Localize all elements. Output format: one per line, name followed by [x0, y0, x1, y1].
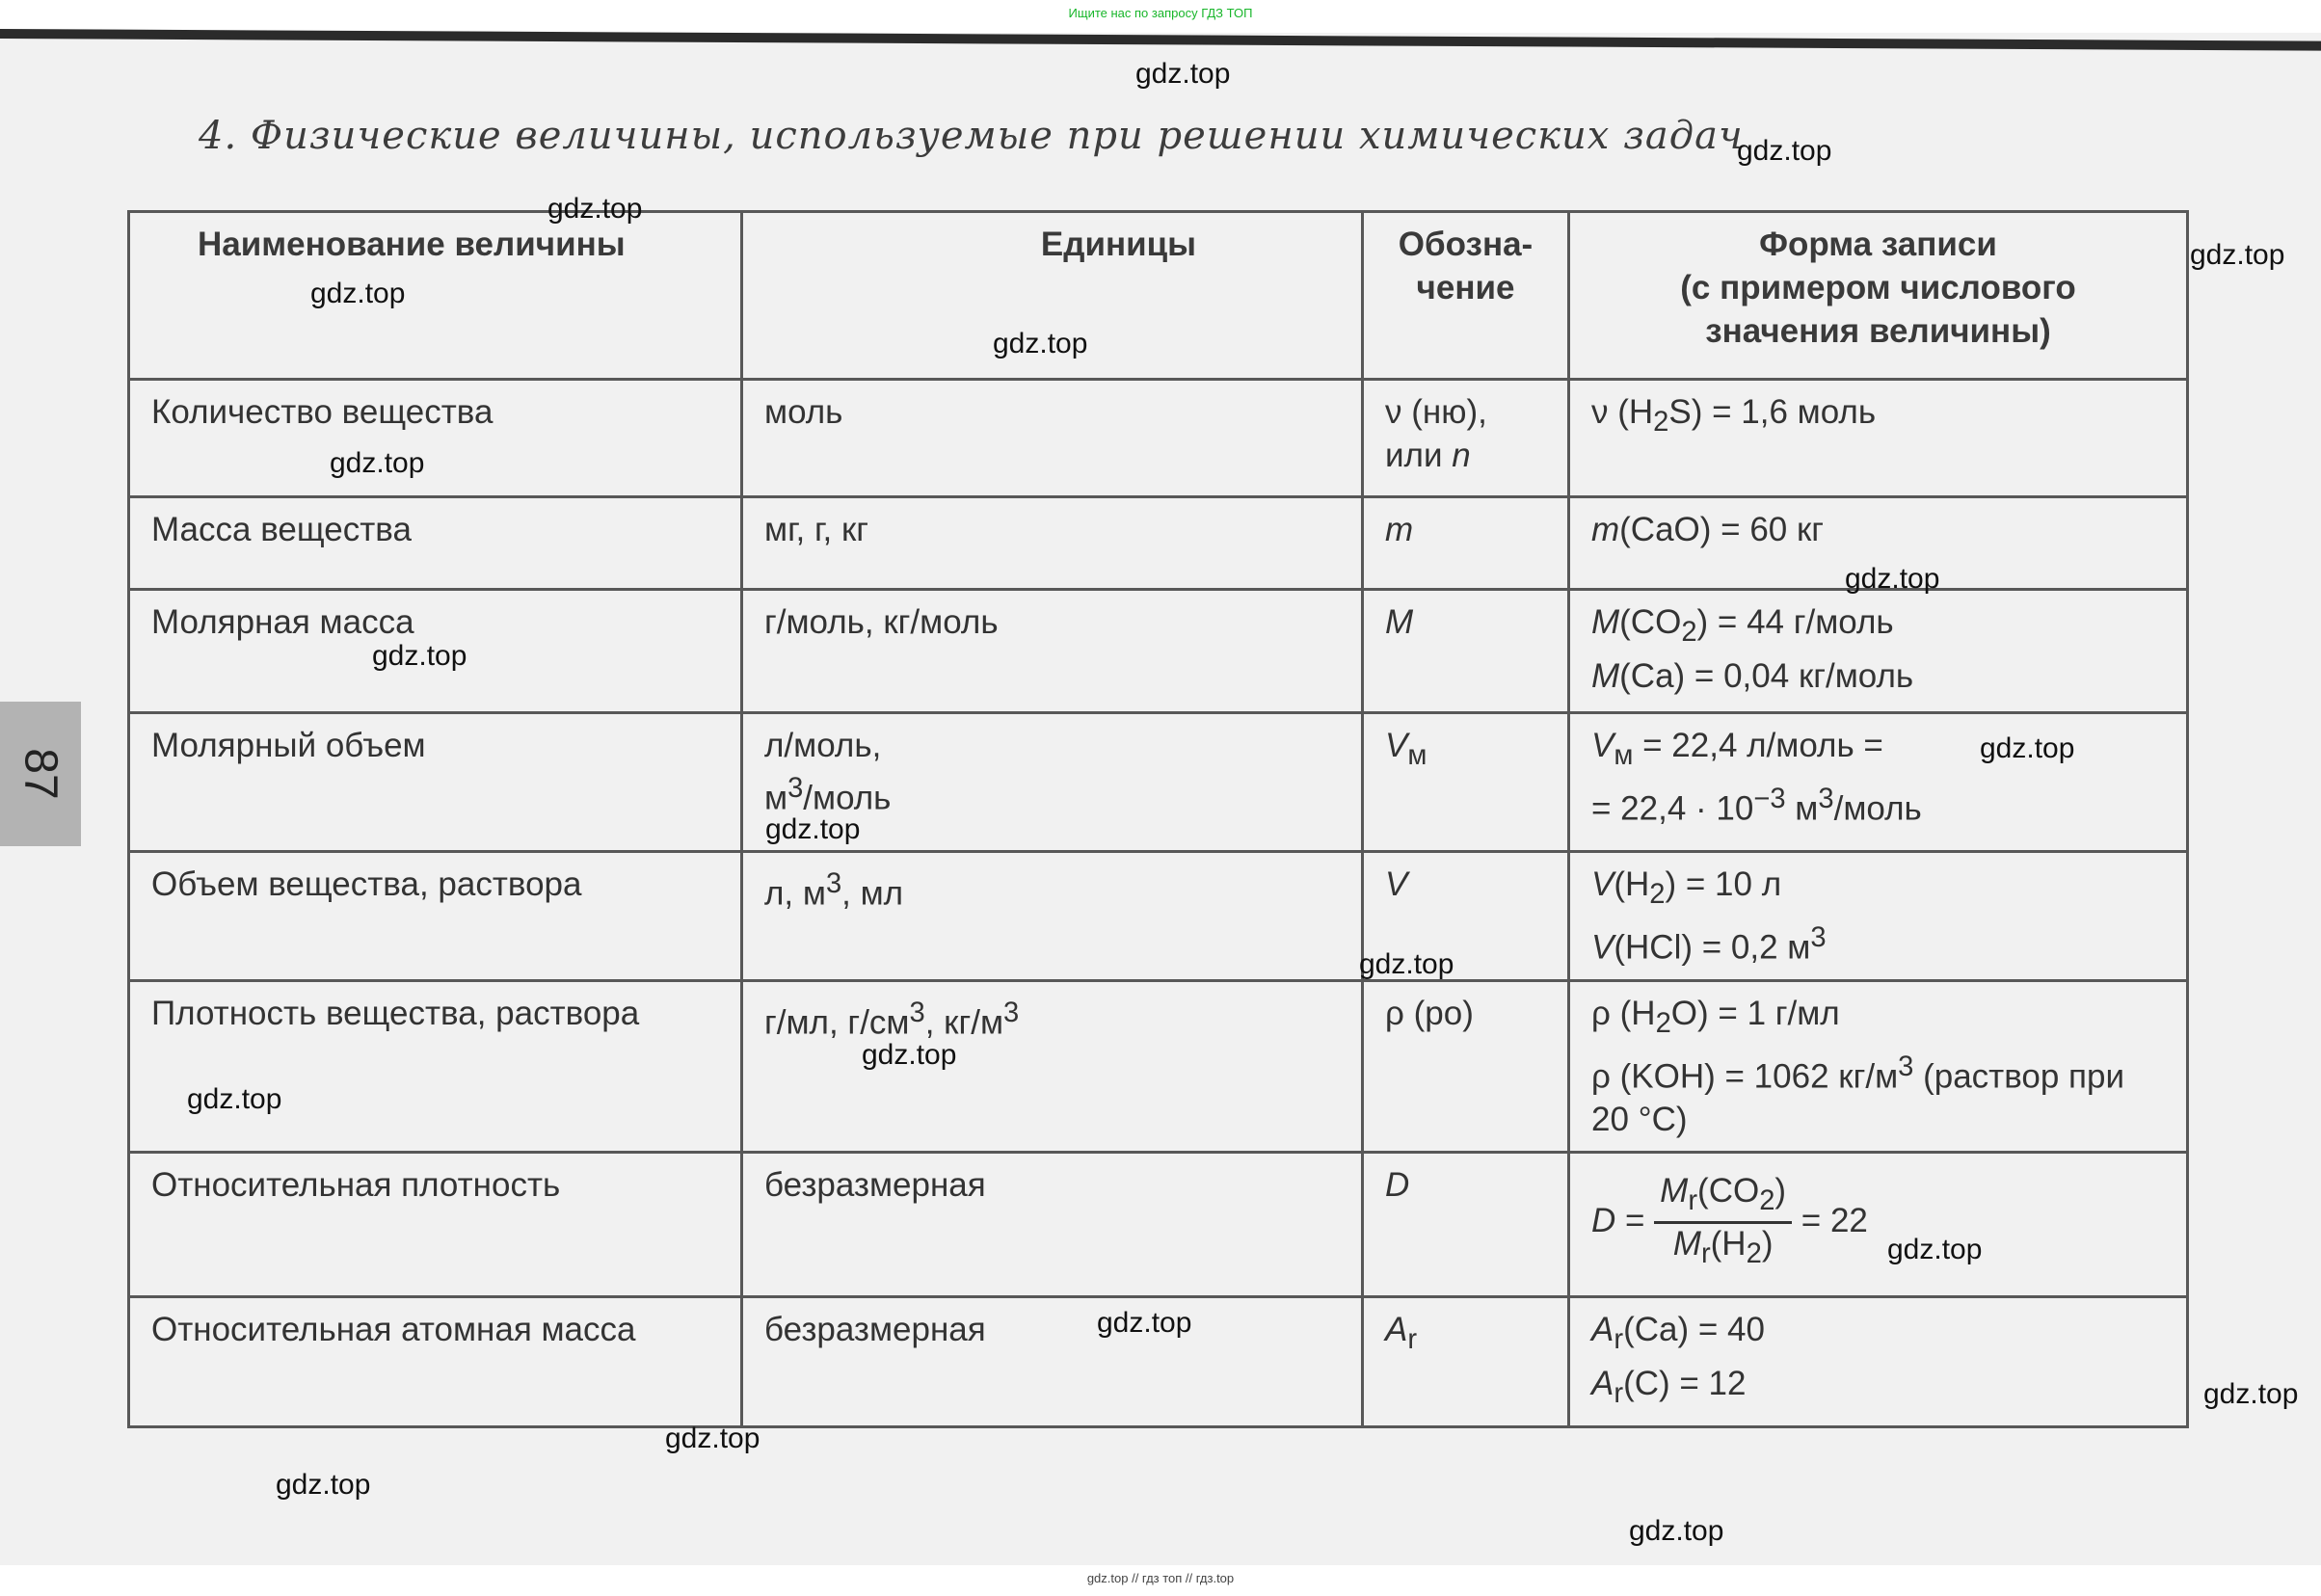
- cell-example: m(CaO) = 60 кг: [1569, 497, 2188, 590]
- cell-example: $V(H_2) = 10$ л V(HCl) = 0,2 $м^3$: [1569, 852, 2188, 981]
- watermark: gdz.top: [862, 1039, 957, 1071]
- watermark: gdz.top: [1359, 948, 1454, 980]
- cell-example: ρ $(H_2O) = 1$ г/мл ρ (KOH) = 1062 $кг/м^3$ (раствор при 20 °C): [1569, 980, 2188, 1153]
- cell-units: л, $м^3$, мл: [742, 852, 1363, 981]
- cell-units: г/мл, $г/см^3$, $кг/м^3$: [742, 980, 1363, 1153]
- cell-name: Относительная плотность: [129, 1153, 742, 1297]
- table-row: [129, 980, 2188, 1153]
- watermark: gdz.top: [330, 447, 425, 479]
- header-name: Наименование величины: [129, 212, 742, 380]
- header-units: Единицы: [742, 212, 1363, 380]
- table-header-row: [129, 212, 2188, 380]
- table-row: [129, 713, 2188, 852]
- watermark: gdz.top: [1887, 1234, 1983, 1265]
- page-number-tab: [0, 702, 81, 846]
- watermark: gdz.top: [547, 193, 643, 225]
- relative-density-fraction: $\frac{M_r(CO_2)}{M_r(H_2)}$: [1654, 1171, 1792, 1274]
- cell-name: Объем вещества, раствора: [129, 852, 742, 981]
- section-title: 4. Физические величины, используемые при решении химических задач: [199, 114, 1744, 158]
- watermark: gdz.top: [2203, 1378, 2299, 1410]
- header-symbol: Обозна- чение: [1363, 212, 1569, 380]
- cell-symbol: ν (ню), или n: [1363, 380, 1569, 497]
- cell-example: ν $(H_2S) = 1,6$ моль: [1569, 380, 2188, 497]
- cell-symbol: ρ (ро): [1363, 980, 1569, 1153]
- watermark: gdz.top: [1737, 135, 1832, 167]
- cell-name: Плотность вещества, раствора: [129, 980, 742, 1153]
- page-number: 87: [14, 748, 67, 800]
- cell-example: D = $\frac{M_r(CO_2)}{M_r(H_2)}$ = 22: [1569, 1153, 2188, 1297]
- watermark: gdz.top: [1845, 563, 1940, 595]
- cell-symbol: V: [1363, 852, 1569, 981]
- watermark: gdz.top: [2190, 239, 2285, 271]
- cell-example: $V_м = 22,4$ л/моль = = $22,4 \cdot 10^{-3}$ $м^3$/моль: [1569, 713, 2188, 852]
- bottom-banner[interactable]: gdz.top // гдз топ // гдз.top: [1086, 1571, 1235, 1585]
- header-example: Форма записи (с примером числового значения величины): [1569, 212, 2188, 380]
- watermark: gdz.top: [665, 1423, 760, 1454]
- table-row: [129, 852, 2188, 981]
- table-row: [129, 380, 2188, 497]
- cell-units: безразмерная: [742, 1297, 1363, 1427]
- cell-name: Молярный объем: [129, 713, 742, 852]
- watermark: gdz.top: [310, 278, 406, 309]
- cell-name: Количество вещества: [129, 380, 742, 497]
- cell-units: г/моль, кг/моль: [742, 590, 1363, 713]
- cell-symbol: M: [1363, 590, 1569, 713]
- cell-name: Масса вещества: [129, 497, 742, 590]
- watermark: gdz.top: [765, 813, 861, 845]
- watermark: gdz.top: [187, 1083, 282, 1115]
- cell-units: безразмерная: [742, 1153, 1363, 1297]
- watermark: gdz.top: [372, 640, 467, 672]
- watermark: gdz.top: [276, 1469, 371, 1501]
- watermark: gdz.top: [1135, 58, 1231, 90]
- cell-symbol: D: [1363, 1153, 1569, 1297]
- cell-symbol: $V_м$: [1363, 713, 1569, 852]
- cell-symbol: $A_r$: [1363, 1297, 1569, 1427]
- watermark: gdz.top: [1097, 1307, 1192, 1339]
- cell-symbol: m: [1363, 497, 1569, 590]
- cell-units: моль: [742, 380, 1363, 497]
- table-row: [129, 1153, 2188, 1297]
- watermark: gdz.top: [1629, 1515, 1724, 1547]
- cell-example: $A_r(Ca) = 40$ $A_r(C) = 12$: [1569, 1297, 2188, 1427]
- watermark: gdz.top: [993, 328, 1088, 359]
- cell-name: Молярная масса: [129, 590, 742, 713]
- top-banner[interactable]: Ищите нас по запросу ГДЗ ТОП: [1068, 6, 1253, 20]
- cell-example: $M(CO_2) = 44$ г/моль M(Ca) = 0,04 кг/моль: [1569, 590, 2188, 713]
- quantities-table: [127, 210, 2189, 1428]
- cell-name: Относительная атомная масса: [129, 1297, 742, 1427]
- cell-units: мг, г, кг: [742, 497, 1363, 590]
- cell-units: л/моль, $м^3$/моль: [742, 713, 1363, 852]
- watermark: gdz.top: [1980, 732, 2075, 764]
